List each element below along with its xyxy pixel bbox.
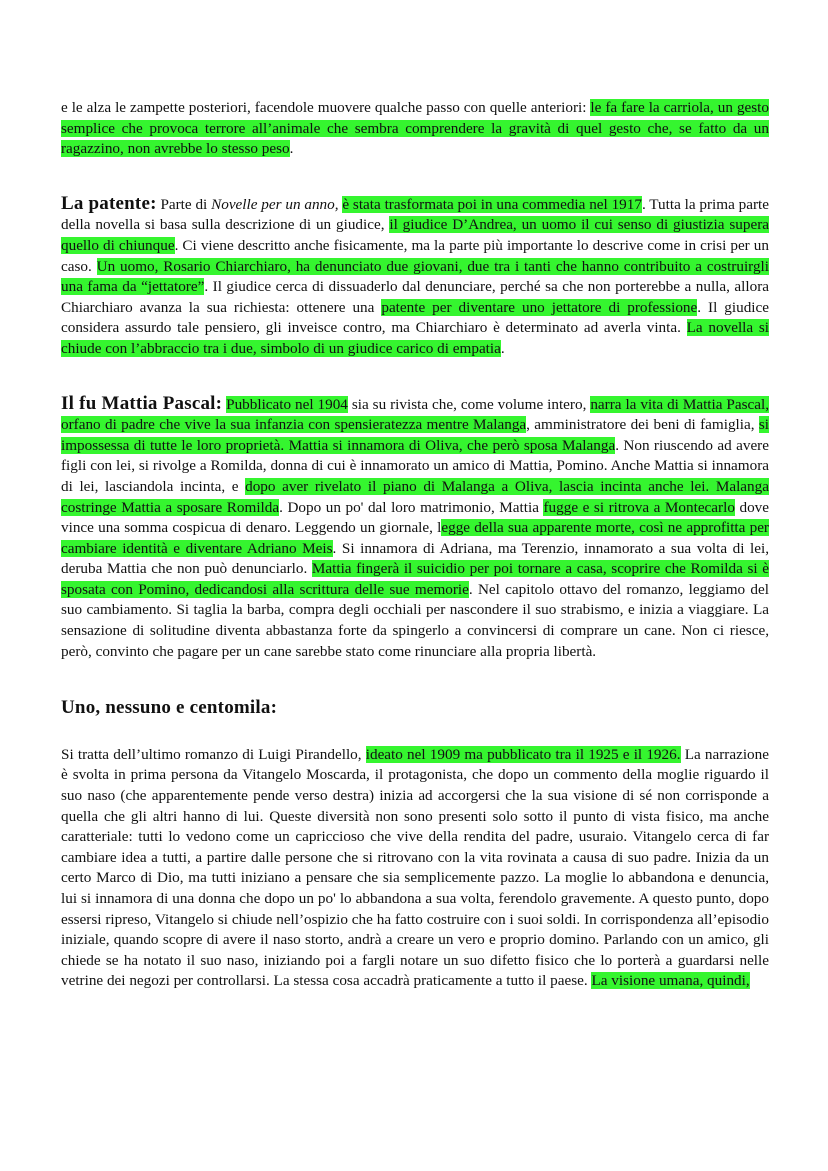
text-run: La narrazione è svolta in prima persona da Vitangelo Moscarda, il protagonista, che dopo un commento della moglie riguardo il suo naso (che apparentemente pende verso destra) inizia ad accorgersi che la sua visione di sé non corrisponde a quella che gli altri hanno di lui. Queste diversità non sono presenti solo sotto il punto di vista fisico, ma anche caratteriale: tutti lo vedono come un capriccioso che vive della rendita del padre, usuraio. Vitangelo cerca di far cambiare idea a tutti, a partire dalle persone che si ritrovano con la vita rovinata a causa di suo padre. Inizia da un certo Marco di Dio, ma tutti iniziano a pensare che sia semplicemente pazzo. La moglie lo abbandona e denuncia, lui si innamora di una donna che dopo un po' lo abbandona a sua volta, ferendolo gravemente. A questo punto, dopo essersi ripreso, Vitangelo si chiude nell’ospizio che ha fatto costruire con i suoi soldi. In corrispondenza all’episodio iniziale, quando scopre di avere il naso storto, andrà a creare un vero e proprio domino. Parlando con un amico, gli chiede se ha notato il suo naso, iniziando poi a fargli notare un suo difetto fisico che lo porterà a guardarsi nelle vetrine dei negozi per controllarsi. La stessa cosa accadrà praticamente a tutto il paese. [61,745,769,990]
highlighted-text: Mattia fingerà il suicidio per poi tornare a casa, scoprire che Romilda si è sposata con Pomino, dedicandosi alla scrittura delle sue memorie [61,560,769,598]
highlighted-text: dopo aver rivelato il piano di Malanga a Oliva, lascia incinta anche lei. Malanga costringe Mattia a sposare Romilda [61,477,769,516]
section-heading-uno-nessuno-centomila: Uno, nessuno e centomila: [61,697,278,719]
text-run: . Dopo un po' dal loro matrimonio, Mattia [279,498,544,516]
paragraph-il-fu-mattia-pascal [61,394,769,663]
paragraph-uno-nessuno-centomila [61,745,769,992]
highlighted-text: egge della sua apparente morte, così ne approfitta per cambiare identità e diventare Adriano Meis [61,519,769,557]
text-run: . Tutta la prima parte della novella si basa sulla descrizione di un giudice, [61,195,769,234]
text-run: . [500,339,505,357]
section-heading-il-fu-mattia-pascal: Il fu Mattia Pascal: [61,392,223,414]
paragraph-carriola [61,98,769,160]
highlighted-text: è stata trasformata poi in una commedia nel 1917 [342,195,642,213]
text-run: . Si innamora di Adriana, ma Terenzio, innamorato a sua volta di lei, deruba Mattia che non può denunciarlo. [61,539,769,578]
highlighted-text: si impossessa di tutte le loro proprietà. Mattia si innamora di Oliva, che però sposa Malanga [61,416,770,454]
section-heading-la-patente: La patente: [61,192,157,214]
highlighted-text: Un uomo, Rosario Chiarchiaro, ha denunciato due giovani, due tra i tanti che hanno contribuito a costruirgli una fama da “jettatore” [61,257,769,296]
text-run: . Non riuscendo ad avere figli con lei, si rivolge a Romilda, donna di cui è innamorato un amico di Mattia, Pomino. Anche Mattia si innamora di lei, lasciandola incinta, e [61,436,769,495]
section-uno-nessuno-centomila [61,698,769,992]
text-run: . Il giudice cerca di dissuaderlo dal denunciare, perché sa che non porterebbe a nulla, allora Chiarchiaro avanza la sua richiesta: ottenere una [61,278,769,316]
highlighted-text: Pubblicato nel 1904 [226,395,348,413]
paragraph-la-patente [61,194,769,360]
highlighted-text: patente per diventare uno jettatore di professione [381,298,698,316]
text-run: Si tratta dell’ultimo romanzo di Luigi Pirandello, [61,745,366,763]
text-run: . Ci viene descritto anche fisicamente, ma la parte più importante lo descrive come in crisi per un caso. [61,236,769,275]
highlighted-text: fugge e si ritrova a Montecarlo [543,498,735,516]
highlighted-text: La novella si chiude con l’abbraccio tra i due, simbolo di un giudice carico di empatia [61,319,769,357]
highlighted-text: La visione umana, quindi, [591,972,750,990]
text-run: sia su rivista che, come volume intero, [347,395,591,413]
text-run: . [289,140,294,158]
text-run: e le alza le zampette posteriori, facendole muovere qualche passo con quelle anteriori: [61,99,591,116]
text-run: . Nel capitolo ottavo del romanzo, leggiamo del suo cambiamento. Si taglia la barba, compra degli occhiali per nascondere il suo strabismo, e inizia a viaggiare. La sensazione di solitudine diventa abbastanza forte da spingerlo a convincersi di comprare un cane. Non ci riesce, però, convinto che pagare per un cane sarebbe stato come rinunciare alla propria libertà. [61,580,769,660]
highlighted-text: ideato nel 1909 ma pubblicato tra il 1925 e il 1926. [365,745,681,763]
highlighted-text: le fa fare la carriola, un gesto semplice che provoca terrore all’animale che sembra comprendere la gravità di quel gesto che, se fatto da un ragazzino, non avrebbe lo stesso peso [61,99,769,158]
highlighted-text: narra la vita di Mattia Pascal, orfano di padre che vive la sua infanzia con spensieratezza mentre Malanga [61,395,770,434]
document-page [61,98,769,992]
text-run: , amministratore dei beni di famiglia, [526,416,759,434]
text-run: . Il giudice considera assurdo tale pensiero, gli inveisce contro, ma Chiarchiaro è determinato ad averla vinta. [61,298,769,337]
italic-title: Novelle per un anno, [211,195,339,213]
text-run: dove vince una somma cospicua di denaro. Leggendo un giornale, l [61,498,769,537]
highlighted-text: il giudice D’Andrea, un uomo il cui senso di giustizia supera quello di chiunque [61,216,769,254]
text-run: Parte di [156,195,212,213]
